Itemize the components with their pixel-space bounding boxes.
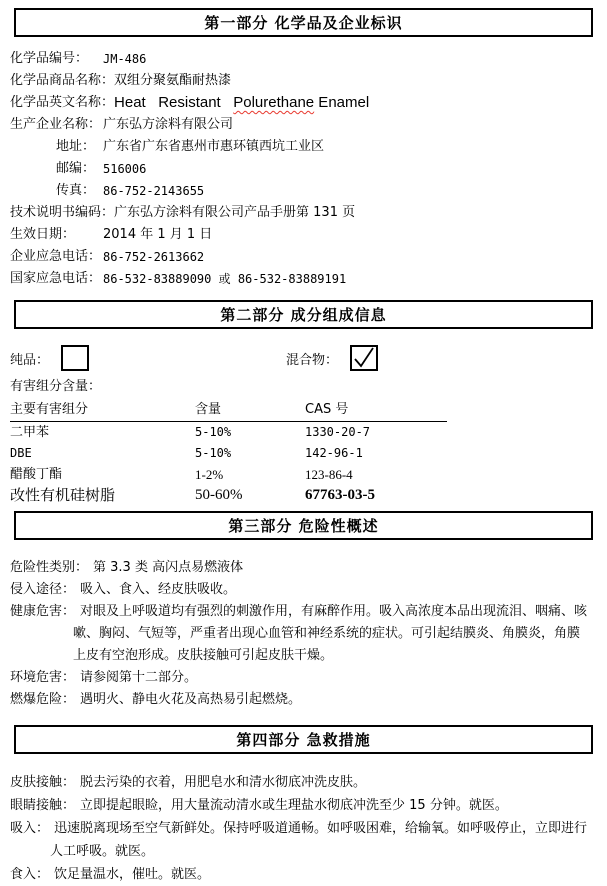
ingestion-item xyxy=(10,863,591,886)
purity-selection-row xyxy=(10,343,593,373)
field-label: 技术说明书编码： xyxy=(10,205,115,220)
field-value: 双组分聚氨酯耐热漆 xyxy=(114,73,232,88)
field-address xyxy=(10,136,593,158)
field-label: 化学品编号： xyxy=(10,51,89,66)
skin-contact-item xyxy=(10,771,591,794)
field-national-emergency-phone xyxy=(10,268,593,290)
section-2-title: 第二部分 成分组成信息 xyxy=(220,306,387,324)
item-label: 危险性类别： xyxy=(10,560,89,575)
item-value: 迅速脱离现场至空气新鲜处。保持呼吸道通畅。如呼吸困难，给输氧。如呼吸停止，立即进行人工呼吸。就医。 xyxy=(50,821,588,859)
component-name: 醋酸丁酯 xyxy=(10,467,63,482)
item-value: 立即提起眼睑，用大量流动清水或生理盐水彻底冲洗至少 15 分钟。就医。 xyxy=(80,798,508,813)
field-label: 生产企业名称： xyxy=(10,117,102,132)
section-3-title: 第三部分 危险性概述 xyxy=(228,517,379,535)
field-label: 企业应急电话： xyxy=(10,249,102,264)
component-cas: 67763-03-5 xyxy=(305,487,375,503)
pure-product-label: 纯品： xyxy=(10,352,50,368)
health-hazard-item xyxy=(10,601,591,667)
field-datasheet-code xyxy=(10,202,593,224)
section-4-header-box xyxy=(14,725,593,754)
component-cas: 1330-20-7 xyxy=(305,425,371,439)
field-label: 生效日期： xyxy=(10,227,76,242)
item-label: 健康危害： xyxy=(10,604,76,619)
table-row xyxy=(10,464,447,485)
table-header-row xyxy=(10,401,447,422)
section-1-title: 第一部分 化学品及企业标识 xyxy=(204,14,403,32)
environmental-hazard-item xyxy=(10,667,591,689)
field-fax xyxy=(10,180,593,202)
pure-product-checkbox[interactable] xyxy=(61,345,89,371)
section-2-header-box xyxy=(14,300,593,329)
item-label: 燃爆危险： xyxy=(10,692,76,707)
table-row xyxy=(10,422,447,443)
field-value xyxy=(114,92,369,114)
hazard-overview-paragraphs xyxy=(10,557,591,711)
item-value: 对眼及上呼吸道均有强烈的刺激作用，有麻醉作用。吸入高浓度本品出现流泪、咽痛、咳嗽、胸闷、气短等，严重者出现心血管和神经系统的症状。可引起结膜炎、角膜炎，角膜上皮有空泡形成。皮肤接触可引起皮肤干燥。 xyxy=(73,604,588,663)
field-value: 86-752-2143655 xyxy=(103,184,205,198)
table-row xyxy=(10,485,447,506)
component-name: DBE xyxy=(10,446,32,460)
inhalation-item xyxy=(10,817,591,863)
field-label: 化学品英文名称： xyxy=(10,95,115,110)
english-name-misspelled-word: Polurethane xyxy=(233,94,315,111)
field-value: 86-532-83889090 或 86-532-83889191 xyxy=(103,272,347,286)
hazard-class-item xyxy=(10,557,591,579)
field-label: 传真： xyxy=(55,183,95,198)
field-value: 2014 年 1 月 1 日 xyxy=(103,227,213,242)
section-1-header-box xyxy=(14,8,593,37)
component-name: 二甲苯 xyxy=(10,425,50,440)
english-name-end: Enamel xyxy=(314,94,370,111)
item-label: 皮肤接触： xyxy=(10,775,76,790)
item-label: 眼睛接触： xyxy=(10,798,76,813)
eye-contact-item xyxy=(10,794,591,817)
msds-document-page xyxy=(0,8,607,882)
entry-routes-item xyxy=(10,579,591,601)
item-value: 吸入、食入、经皮肤吸收。 xyxy=(80,582,237,597)
item-value: 第 3.3 类 高闪点易燃液体 xyxy=(93,560,244,575)
field-label: 地址： xyxy=(55,139,95,154)
header-component: 主要有害组分 xyxy=(10,402,89,417)
first-aid-paragraphs xyxy=(10,771,591,886)
field-label: 邮编： xyxy=(55,161,95,176)
field-value: 86-752-2613662 xyxy=(103,250,205,264)
checkmark-icon xyxy=(353,346,375,368)
component-cas: 142-96-1 xyxy=(305,446,363,460)
header-content: 含量 xyxy=(195,402,222,417)
item-label: 食入： xyxy=(10,867,50,882)
fire-explosion-hazard-item xyxy=(10,689,591,711)
field-label: 国家应急电话： xyxy=(10,271,102,286)
field-value: JM-486 xyxy=(103,52,147,66)
field-manufacturer xyxy=(10,114,593,136)
item-value: 脱去污染的衣着，用肥皂水和清水彻底冲洗皮肤。 xyxy=(80,775,367,790)
item-value: 请参阅第十二部分。 xyxy=(80,670,198,685)
item-value: 饮足量温水，催吐。就医。 xyxy=(54,867,211,882)
component-cas: 123-86-4 xyxy=(305,467,353,482)
ingredients-table xyxy=(10,401,447,506)
item-label: 吸入： xyxy=(10,821,50,836)
item-label: 侵入途径： xyxy=(10,582,76,597)
component-content: 1-2% xyxy=(195,467,224,482)
component-content: 5-10% xyxy=(195,425,232,439)
part1-fields xyxy=(10,48,593,290)
field-value: 广东弘方涂料有限公司产品手册第 131 页 xyxy=(114,205,356,220)
field-product-name xyxy=(10,70,593,92)
field-value: 广东省广东省惠州市惠环镇西坑工业区 xyxy=(103,139,325,154)
mixture-label: 混合物： xyxy=(286,352,339,368)
mixture-checkbox[interactable] xyxy=(350,345,378,371)
hazardous-content-heading: 有害组分含量： xyxy=(10,379,102,394)
field-effective-date xyxy=(10,224,593,246)
english-name-start: Heat Resistant xyxy=(114,94,234,111)
field-value: 广东弘方涂料有限公司 xyxy=(103,117,234,132)
field-value: 516006 xyxy=(103,162,147,176)
field-company-emergency-phone xyxy=(10,246,593,268)
header-cas: CAS 号 xyxy=(305,402,349,417)
item-value: 遇明火、静电火花及高热易引起燃烧。 xyxy=(80,692,302,707)
component-name: 改性有机硅树脂 xyxy=(10,486,116,504)
table-row xyxy=(10,443,447,464)
field-english-name xyxy=(10,92,593,114)
component-content: 5-10% xyxy=(195,446,232,460)
item-label: 环境危害： xyxy=(10,670,76,685)
section-4-title: 第四部分 急救措施 xyxy=(236,731,371,749)
field-label: 化学品商品名称： xyxy=(10,73,115,88)
component-content: 50-60% xyxy=(195,487,243,503)
field-chemical-number xyxy=(10,48,593,70)
field-postcode xyxy=(10,158,593,180)
section-3-header-box xyxy=(14,511,593,540)
